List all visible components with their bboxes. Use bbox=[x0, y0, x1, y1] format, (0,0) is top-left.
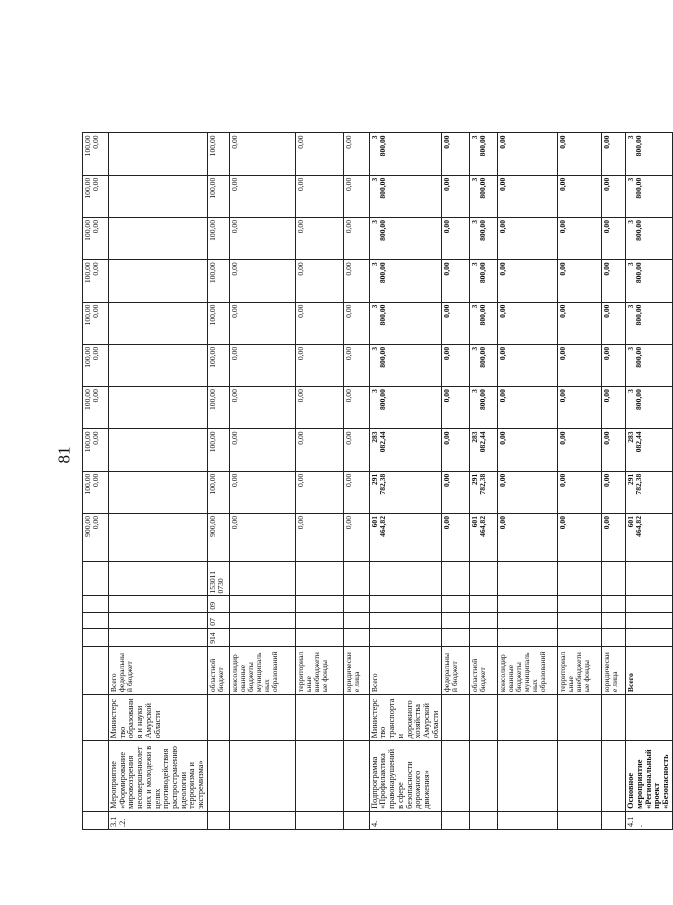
value-cell: 0,00 bbox=[498, 387, 558, 429]
value-cell: 3 800,00 bbox=[369, 175, 442, 217]
table-row bbox=[558, 91, 602, 830]
value-cell: 0,00 bbox=[558, 513, 602, 561]
value-cell bbox=[109, 344, 208, 386]
value-cell: 3 800,00 bbox=[626, 302, 673, 344]
value-cell: 0,00 bbox=[295, 471, 343, 513]
pr-cell bbox=[442, 596, 470, 612]
value-cell: 601 464,82 bbox=[470, 513, 498, 561]
value-cell: 100,00 bbox=[207, 387, 229, 429]
row-number-cell bbox=[470, 811, 498, 829]
value-cell: 0,00 bbox=[295, 344, 343, 386]
value-cell: 0,00 bbox=[442, 344, 470, 386]
value-cell bbox=[109, 471, 208, 513]
value-cell bbox=[109, 218, 208, 260]
value-cell: 283 082,44 bbox=[369, 429, 442, 471]
table-row bbox=[626, 91, 673, 830]
value-cell: 0,00 bbox=[602, 387, 626, 429]
grbs-cell bbox=[295, 628, 343, 646]
value-cell: 0,00 bbox=[442, 513, 470, 561]
source-cell bbox=[83, 646, 109, 694]
value-cell bbox=[109, 429, 208, 471]
executor-cell bbox=[626, 695, 673, 741]
value-cell bbox=[109, 133, 208, 175]
table-row bbox=[295, 91, 343, 830]
rz-cell bbox=[109, 612, 208, 628]
csr-cell: 153011 0730 bbox=[207, 562, 229, 596]
value-cell: 0,00 bbox=[602, 344, 626, 386]
source-cell: Всего bbox=[626, 646, 673, 694]
value-cell: 3 800,00 bbox=[369, 387, 442, 429]
grbs-cell bbox=[343, 628, 369, 646]
pr-cell bbox=[109, 596, 208, 612]
value-cell: 0,00 bbox=[498, 471, 558, 513]
pr-cell bbox=[602, 596, 626, 612]
grbs-cell bbox=[369, 628, 442, 646]
value-cell: 3 800,00 bbox=[470, 133, 498, 175]
executor-cell bbox=[207, 695, 229, 741]
value-cell: 100,00 0,00 bbox=[83, 302, 109, 344]
value-cell: 0,00 bbox=[343, 260, 369, 302]
rotated-budget-table-container bbox=[82, 90, 671, 830]
rz-cell bbox=[83, 612, 109, 628]
executor-cell bbox=[83, 695, 109, 741]
value-cell: 100,00 bbox=[207, 260, 229, 302]
value-cell: 0,00 bbox=[295, 260, 343, 302]
value-cell: 0,00 bbox=[229, 175, 295, 217]
value-cell: 0,00 bbox=[442, 429, 470, 471]
value-cell: 283 082,44 bbox=[470, 429, 498, 471]
table-row bbox=[109, 91, 208, 830]
pr-cell bbox=[369, 596, 442, 612]
value-cell: 100,00 0,00 bbox=[83, 218, 109, 260]
executor-cell bbox=[442, 695, 470, 741]
grbs-cell bbox=[626, 628, 673, 646]
name-cell bbox=[558, 741, 602, 811]
value-cell: 0,00 bbox=[498, 218, 558, 260]
grbs-cell bbox=[470, 628, 498, 646]
value-cell: 0,00 bbox=[558, 133, 602, 175]
source-cell: Всего федеральны й бюджет bbox=[109, 646, 208, 694]
grbs-cell bbox=[229, 628, 295, 646]
value-cell: 0,00 bbox=[442, 260, 470, 302]
value-cell: 0,00 bbox=[229, 218, 295, 260]
value-cell: 100,00 bbox=[207, 133, 229, 175]
value-cell bbox=[109, 513, 208, 561]
value-cell: 0,00 bbox=[229, 302, 295, 344]
value-cell: 291 782,38 bbox=[369, 471, 442, 513]
table-row bbox=[343, 91, 369, 830]
value-cell: 283 082,44 bbox=[626, 429, 673, 471]
grbs-cell bbox=[83, 628, 109, 646]
value-cell: 0,00 bbox=[442, 387, 470, 429]
page-number: 81 bbox=[54, 446, 74, 464]
value-cell: 3 800,00 bbox=[369, 302, 442, 344]
rz-cell bbox=[442, 612, 470, 628]
pr-cell: 09 bbox=[207, 596, 229, 612]
value-cell: 100,00 bbox=[207, 302, 229, 344]
value-cell: 100,00 bbox=[207, 175, 229, 217]
rz-cell bbox=[229, 612, 295, 628]
source-cell: территориал ьные внебюджетн ые фонды bbox=[295, 646, 343, 694]
csr-cell bbox=[229, 562, 295, 596]
value-cell: 601 464,82 bbox=[626, 513, 673, 561]
value-cell: 0,00 bbox=[498, 133, 558, 175]
value-cell: 0,00 bbox=[558, 218, 602, 260]
table-row bbox=[470, 91, 498, 830]
value-cell: 0,00 bbox=[295, 302, 343, 344]
value-cell bbox=[109, 387, 208, 429]
value-cell: 0,00 bbox=[498, 513, 558, 561]
value-cell: 0,00 bbox=[343, 387, 369, 429]
pr-cell bbox=[343, 596, 369, 612]
value-cell: 0,00 bbox=[602, 175, 626, 217]
value-cell: 100,00 bbox=[207, 471, 229, 513]
pr-cell bbox=[295, 596, 343, 612]
value-cell: 0,00 bbox=[558, 344, 602, 386]
executor-cell bbox=[343, 695, 369, 741]
name-cell bbox=[295, 741, 343, 811]
table-row bbox=[369, 91, 442, 830]
value-cell: 0,00 bbox=[343, 513, 369, 561]
source-cell: юридически е лица bbox=[602, 646, 626, 694]
value-cell: 3 800,00 bbox=[626, 218, 673, 260]
executor-cell bbox=[470, 695, 498, 741]
csr-cell bbox=[470, 562, 498, 596]
value-cell: 0,00 bbox=[295, 133, 343, 175]
pr-cell bbox=[558, 596, 602, 612]
table-row bbox=[498, 91, 558, 830]
value-cell bbox=[109, 260, 208, 302]
value-cell: 0,00 bbox=[229, 344, 295, 386]
csr-cell bbox=[558, 562, 602, 596]
name-cell bbox=[498, 741, 558, 811]
executor-cell bbox=[229, 695, 295, 741]
value-cell: 0,00 bbox=[442, 175, 470, 217]
value-cell: 0,00 bbox=[295, 429, 343, 471]
value-cell: 3 800,00 bbox=[626, 133, 673, 175]
value-cell bbox=[109, 302, 208, 344]
row-number-cell bbox=[558, 811, 602, 829]
source-cell: федеральны й бюджет bbox=[442, 646, 470, 694]
pr-cell bbox=[470, 596, 498, 612]
executor-cell: Министерс тво образовани я и науки Амурской области bbox=[109, 695, 208, 741]
row-number-cell bbox=[83, 811, 109, 829]
value-cell: 100,00 bbox=[207, 344, 229, 386]
value-cell: 0,00 bbox=[229, 429, 295, 471]
csr-cell bbox=[295, 562, 343, 596]
value-cell: 291 782,38 bbox=[470, 471, 498, 513]
value-cell: 0,00 bbox=[558, 175, 602, 217]
pr-cell bbox=[83, 596, 109, 612]
grbs-cell: 914 bbox=[207, 628, 229, 646]
name-cell bbox=[207, 741, 229, 811]
name-cell bbox=[229, 741, 295, 811]
value-cell: 100,00 bbox=[207, 218, 229, 260]
budget-table-body bbox=[83, 91, 673, 830]
value-cell: 3 800,00 bbox=[626, 260, 673, 302]
value-cell: 0,00 bbox=[442, 218, 470, 260]
executor-cell bbox=[295, 695, 343, 741]
executor-cell: Министерс тво транспорта и дорожного хозяйства Амурской области bbox=[369, 695, 442, 741]
pr-cell bbox=[626, 596, 673, 612]
value-cell: 3 800,00 bbox=[470, 302, 498, 344]
value-cell: 0,00 bbox=[343, 471, 369, 513]
row-number-cell: 4. bbox=[369, 811, 442, 829]
value-cell: 0,00 bbox=[558, 302, 602, 344]
value-cell: 100,00 0,00 bbox=[83, 471, 109, 513]
value-cell: 100,00 bbox=[207, 429, 229, 471]
row-number-cell bbox=[229, 811, 295, 829]
value-cell: 100,00 0,00 bbox=[83, 344, 109, 386]
value-cell: 3 800,00 bbox=[470, 387, 498, 429]
name-cell bbox=[602, 741, 626, 811]
source-cell: Всего bbox=[369, 646, 442, 694]
table-row bbox=[602, 91, 626, 830]
value-cell: 0,00 bbox=[498, 302, 558, 344]
executor-cell bbox=[498, 695, 558, 741]
value-cell: 3 800,00 bbox=[626, 344, 673, 386]
name-cell bbox=[470, 741, 498, 811]
source-cell: областной бюджет bbox=[207, 646, 229, 694]
value-cell: 0,00 bbox=[498, 175, 558, 217]
value-cell: 3 800,00 bbox=[369, 344, 442, 386]
name-cell bbox=[83, 741, 109, 811]
name-cell: Основное мероприятие «Региональный проект «Безопасность bbox=[626, 741, 673, 811]
value-cell: 0,00 bbox=[602, 513, 626, 561]
value-cell: 601 464,82 bbox=[369, 513, 442, 561]
rz-cell bbox=[498, 612, 558, 628]
value-cell: 0,00 bbox=[229, 471, 295, 513]
value-cell: 0,00 bbox=[343, 302, 369, 344]
executor-cell bbox=[558, 695, 602, 741]
value-cell: 0,00 bbox=[343, 344, 369, 386]
value-cell: 0,00 bbox=[229, 513, 295, 561]
csr-cell bbox=[602, 562, 626, 596]
value-cell: 0,00 bbox=[343, 218, 369, 260]
name-cell: Подпрограмма «Профилактика правонарушений в сфере безопасности дорожного движения» bbox=[369, 741, 442, 811]
row-number-cell bbox=[602, 811, 626, 829]
csr-cell bbox=[343, 562, 369, 596]
value-cell: 0,00 bbox=[295, 175, 343, 217]
name-cell bbox=[442, 741, 470, 811]
table-row bbox=[229, 91, 295, 830]
value-cell: 0,00 bbox=[602, 302, 626, 344]
source-cell: консолидир ованные бюджеты муниципаль ных образований bbox=[498, 646, 558, 694]
pr-cell bbox=[498, 596, 558, 612]
value-cell: 0,00 bbox=[442, 133, 470, 175]
table-row bbox=[83, 91, 109, 830]
grbs-cell bbox=[498, 628, 558, 646]
value-cell: 0,00 bbox=[343, 175, 369, 217]
csr-cell bbox=[369, 562, 442, 596]
value-cell: 3 800,00 bbox=[626, 175, 673, 217]
value-cell: 0,00 bbox=[558, 471, 602, 513]
value-cell: 900,00 0,00 bbox=[83, 513, 109, 561]
row-number-cell bbox=[295, 811, 343, 829]
value-cell: 291 782,38 bbox=[626, 471, 673, 513]
value-cell: 0,00 bbox=[343, 429, 369, 471]
value-cell: 0,00 bbox=[602, 218, 626, 260]
value-cell: 900,00 bbox=[207, 513, 229, 561]
value-cell: 0,00 bbox=[602, 471, 626, 513]
value-cell: 0,00 bbox=[442, 471, 470, 513]
value-cell: 3 800,00 bbox=[470, 260, 498, 302]
value-cell: 3 800,00 bbox=[470, 175, 498, 217]
value-cell: 0,00 bbox=[229, 387, 295, 429]
csr-cell bbox=[442, 562, 470, 596]
name-cell: Мероприятие «Формирование мировоззрения несовершеннолет них и молодежи в целях противодействия распространению идеологии терроризма и экстремизма» bbox=[109, 741, 208, 811]
value-cell: 3 800,00 bbox=[470, 218, 498, 260]
row-number-cell: 3.1 .2. bbox=[109, 811, 208, 829]
value-cell: 3 800,00 bbox=[369, 133, 442, 175]
row-number-cell bbox=[207, 811, 229, 829]
grbs-cell bbox=[109, 628, 208, 646]
rz-cell bbox=[558, 612, 602, 628]
source-cell: юридически е лица bbox=[343, 646, 369, 694]
rz-cell bbox=[295, 612, 343, 628]
value-cell bbox=[109, 175, 208, 217]
value-cell: 0,00 bbox=[558, 260, 602, 302]
value-cell: 0,00 bbox=[343, 133, 369, 175]
row-number-cell bbox=[343, 811, 369, 829]
value-cell: 3 800,00 bbox=[626, 387, 673, 429]
value-cell: 100,00 0,00 bbox=[83, 175, 109, 217]
csr-cell bbox=[626, 562, 673, 596]
value-cell: 0,00 bbox=[558, 429, 602, 471]
value-cell: 0,00 bbox=[229, 133, 295, 175]
table-row bbox=[207, 91, 229, 830]
name-cell bbox=[343, 741, 369, 811]
rz-cell bbox=[343, 612, 369, 628]
value-cell: 100,00 0,00 bbox=[83, 429, 109, 471]
value-cell: 3 800,00 bbox=[470, 344, 498, 386]
executor-cell bbox=[602, 695, 626, 741]
value-cell: 0,00 bbox=[602, 260, 626, 302]
source-cell: областной бюджет bbox=[470, 646, 498, 694]
value-cell: 0,00 bbox=[498, 260, 558, 302]
value-cell: 100,00 0,00 bbox=[83, 260, 109, 302]
rz-cell bbox=[602, 612, 626, 628]
source-cell: территориал ьные внебюджетн ые фонды bbox=[558, 646, 602, 694]
row-number-cell bbox=[442, 811, 470, 829]
value-cell: 0,00 bbox=[229, 260, 295, 302]
rz-cell: 07 bbox=[207, 612, 229, 628]
value-cell: 0,00 bbox=[602, 429, 626, 471]
csr-cell bbox=[498, 562, 558, 596]
value-cell: 0,00 bbox=[442, 302, 470, 344]
grbs-cell bbox=[442, 628, 470, 646]
source-cell: консолидир ованные бюджеты муниципаль ных образований bbox=[229, 646, 295, 694]
rz-cell bbox=[369, 612, 442, 628]
value-cell: 0,00 bbox=[295, 387, 343, 429]
rz-cell bbox=[470, 612, 498, 628]
value-cell: 3 800,00 bbox=[369, 218, 442, 260]
budget-table bbox=[82, 90, 673, 830]
csr-cell bbox=[83, 562, 109, 596]
value-cell: 100,00 0,00 bbox=[83, 387, 109, 429]
grbs-cell bbox=[602, 628, 626, 646]
row-number-cell: 4.1 . bbox=[626, 811, 673, 829]
pr-cell bbox=[229, 596, 295, 612]
value-cell: 100,00 0,00 bbox=[83, 133, 109, 175]
table-row bbox=[442, 91, 470, 830]
value-cell: 0,00 bbox=[498, 344, 558, 386]
value-cell: 0,00 bbox=[602, 133, 626, 175]
rz-cell bbox=[626, 612, 673, 628]
row-number-cell bbox=[498, 811, 558, 829]
value-cell: 0,00 bbox=[295, 218, 343, 260]
csr-cell bbox=[109, 562, 208, 596]
grbs-cell bbox=[558, 628, 602, 646]
value-cell: 0,00 bbox=[295, 513, 343, 561]
value-cell: 0,00 bbox=[558, 387, 602, 429]
value-cell: 3 800,00 bbox=[369, 260, 442, 302]
value-cell: 0,00 bbox=[498, 429, 558, 471]
